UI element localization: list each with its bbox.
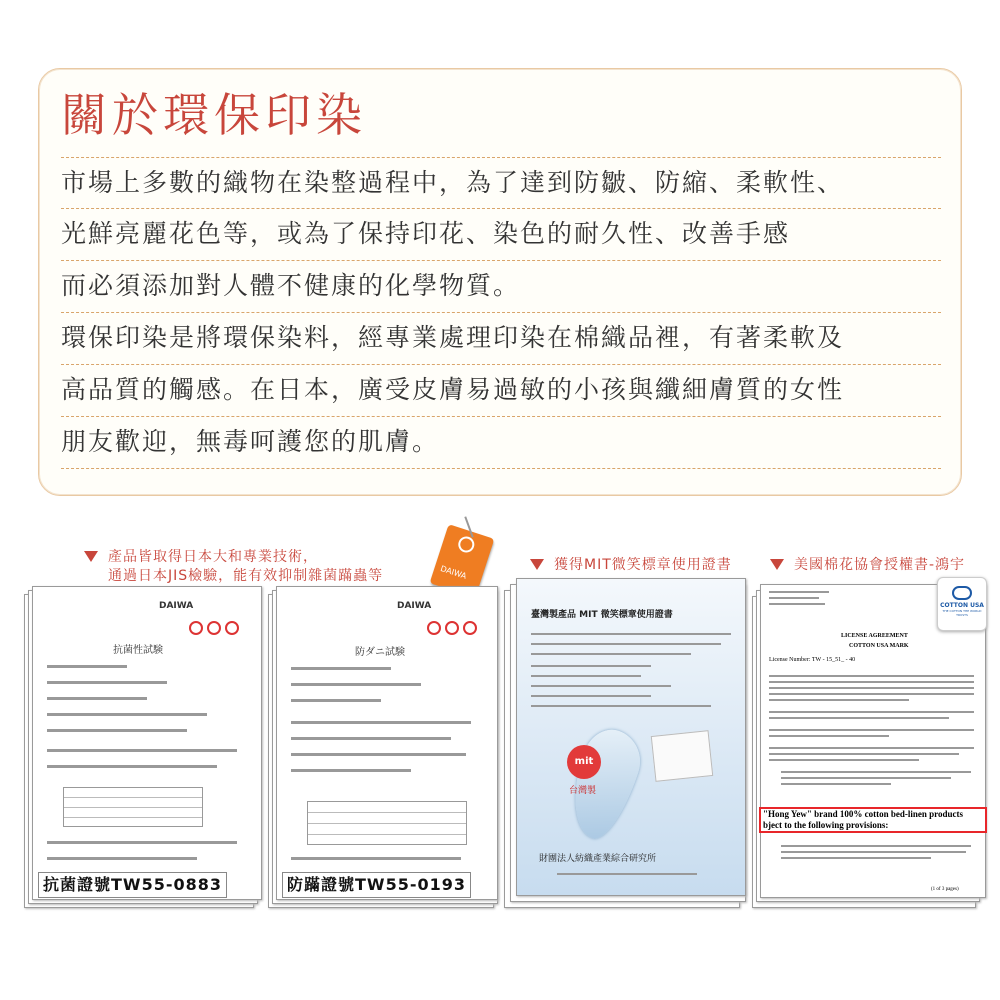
text-line	[769, 717, 949, 719]
text-line	[769, 597, 819, 599]
text-line	[769, 711, 974, 713]
about-line: 朋友歡迎，無毒呵護您的肌膚。	[61, 417, 941, 469]
antimite-caption: 防蹣證號TW55-0193	[282, 872, 471, 898]
text-line	[47, 729, 187, 732]
text-line	[769, 681, 974, 683]
result-table	[307, 801, 467, 845]
text-line	[531, 695, 651, 697]
text-line	[47, 713, 207, 716]
mit-made-label: 台灣製	[569, 786, 597, 796]
text-line	[769, 753, 959, 755]
text-line	[531, 685, 671, 687]
cert-title: 抗菌性試験	[113, 645, 163, 656]
mit-heading: 臺灣製產品 MIT 微笑標章使用證書	[531, 610, 673, 620]
cotton-logo-sub: THE COTTON THE WORLD TRUSTS	[942, 609, 982, 617]
text-line	[769, 687, 974, 689]
highlight-line: bject to the following provisions:	[763, 820, 889, 830]
highlight-line: "Hong Yew" brand 100% cotton bed-linen products	[763, 809, 964, 819]
text-line	[769, 603, 825, 605]
text-line	[291, 737, 451, 740]
cert-logo: DAIWA	[159, 601, 194, 611]
triangle-down-icon	[84, 551, 98, 562]
license-heading: LICENSE AGREEMENT	[841, 633, 908, 639]
about-text	[61, 157, 941, 469]
text-line	[557, 873, 697, 875]
text-line	[291, 683, 421, 686]
text-line	[47, 697, 147, 700]
text-line	[291, 769, 411, 772]
text-line	[769, 591, 829, 593]
text-line	[47, 749, 237, 752]
text-line	[769, 699, 909, 701]
about-line: 光鮮亮麗花色等，或為了保持印花、染色的耐久性、改善手感	[61, 209, 941, 261]
text-line	[47, 857, 197, 860]
text-line	[781, 771, 971, 773]
triangle-down-icon	[530, 559, 544, 570]
text-line	[291, 721, 471, 724]
text-line	[769, 747, 974, 749]
text-line	[781, 783, 891, 785]
text-line	[291, 753, 466, 756]
about-card	[38, 68, 962, 496]
text-line	[531, 653, 691, 655]
text-line	[291, 699, 381, 702]
text-line	[531, 675, 641, 677]
text-line	[781, 777, 951, 779]
cotton-logo-text: COTTON USA	[940, 602, 984, 609]
mit-org: 財團法人紡織產業綜合研究所	[539, 854, 657, 864]
text-line	[531, 643, 721, 645]
stamp-icon	[445, 621, 459, 635]
text-line	[781, 857, 931, 859]
license-highlight-box	[759, 807, 987, 833]
antibacterial-certificate	[32, 586, 262, 900]
text-line	[769, 729, 974, 731]
text-line	[531, 665, 651, 667]
triangle-down-icon	[770, 559, 784, 570]
about-title: 關於環保印染	[61, 88, 367, 142]
antimite-certificate	[276, 586, 498, 900]
cert-title: 防ダニ試験	[355, 647, 405, 658]
antibacterial-caption: 抗菌證號TW55-0883	[38, 872, 227, 898]
result-table	[63, 787, 203, 827]
section-japan-label: 產品皆取得日本大和專業技術， 通過日本JIS檢驗，能有效抑制雜菌蹣蟲等	[84, 548, 383, 586]
about-line: 環保印染是將環保染料，經專業處理印染在棉織品裡，有著柔軟及	[61, 313, 941, 365]
section-mit-label: 獲得MIT微笑標章使用證書	[530, 556, 732, 575]
about-line: 市場上多數的織物在染整過程中，為了達到防皺、防縮、柔軟性、	[61, 157, 941, 209]
text-line	[291, 667, 391, 670]
cert-logo: DAIWA	[397, 601, 432, 611]
text-line	[47, 665, 127, 668]
cotton-license	[760, 584, 986, 898]
text-line	[769, 693, 974, 695]
stamp-icon	[427, 621, 441, 635]
mit-certificate	[516, 578, 746, 896]
product-photo	[651, 730, 713, 782]
tag-ring-icon	[456, 534, 476, 554]
stamp-icon	[463, 621, 477, 635]
cotton-cloud-icon	[952, 586, 972, 600]
stamp-icon	[207, 621, 221, 635]
tag-label: DAIWA	[439, 563, 468, 581]
text-line	[47, 841, 237, 844]
text-line	[531, 705, 711, 707]
text-line	[769, 675, 974, 677]
text-line	[291, 857, 461, 860]
about-line: 高品質的觸感。在日本，廣受皮膚易過敏的小孩與纖細膚質的女性	[61, 365, 941, 417]
text-line	[47, 765, 217, 768]
license-pages: (1 of 3 pages)	[931, 887, 959, 892]
text-line	[769, 759, 919, 761]
license-number: License Number: TW - 15_51_ - 40	[769, 657, 856, 663]
text-line	[769, 735, 889, 737]
stamp-icon	[225, 621, 239, 635]
license-subheading: COTTON USA MARK	[849, 643, 909, 649]
section-usa-label: 美國棉花協會授權書-鴻宇	[770, 556, 965, 575]
stamp-icon	[189, 621, 203, 635]
text-line	[531, 633, 731, 635]
text-line	[47, 681, 167, 684]
text-line	[781, 845, 971, 847]
about-line: 而必須添加對人體不健康的化學物質。	[61, 261, 941, 313]
mit-badge-icon: mit	[567, 745, 601, 779]
cotton-usa-logo	[937, 577, 987, 631]
text-line	[781, 851, 966, 853]
